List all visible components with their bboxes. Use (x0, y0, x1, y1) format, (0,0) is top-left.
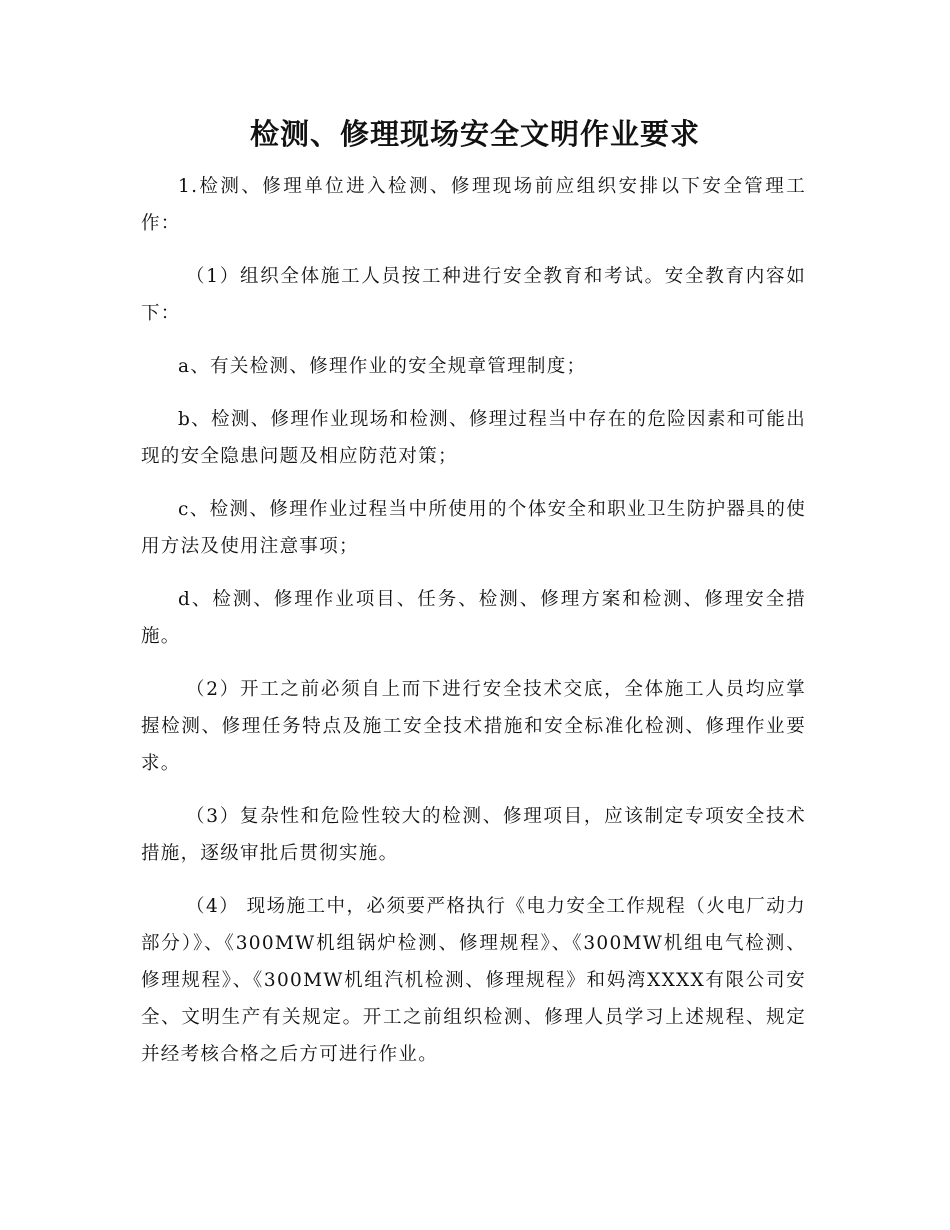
paragraph-item-c: c、检测、修理作业过程当中所使用的个体安全和职业卫生防护器具的使用方法及使用注意事项； (141, 499, 806, 557)
paragraph-item-1: （1）组织全体施工人员按工种进行安全教育和考试。安全教育内容如下： (141, 266, 806, 324)
paragraph-item-3: （3）复杂性和危险性较大的检测、修理项目，应该制定专项安全技术措施，逐级审批后贯彻实施。 (141, 806, 806, 864)
paragraph-item-d: d、检测、修理作业项目、任务、检测、修理方案和检测、修理安全措施。 (141, 589, 806, 647)
paragraph-item-4: （4） 现场施工中，必须要严格执行《电力安全工作规程（火电厂动力部分）》、《300MW机组锅炉检测、修理规程》、《300MW机组电气检测、修理规程》、《300MW机组汽机检测、修理规程》和妈湾XXXX有限公司安全、文明生产有关规定。开工之前组织检测、修理人员学习上述规程、规定并经考核合格之后方可进行作业。 (141, 896, 806, 1065)
paragraph-item-b: b、检测、修理作业现场和检测、修理过程当中存在的危险因素和可能出现的安全隐患问题及相应防范对策； (141, 409, 806, 467)
document-body (141, 168, 806, 1089)
paragraph-1: 1.检测、修理单位进入检测、修理现场前应组织安排以下安全管理工作： (141, 176, 806, 234)
paragraph-item-a: a、有关检测、修理作业的安全规章管理制度； (178, 356, 587, 377)
document-title: 检测、修理现场安全文明作业要求 (249, 117, 700, 151)
paragraph-item-2: （2）开工之前必须自上而下进行安全技术交底，全体施工人员均应掌握检测、修理任务特点及施工安全技术措施和安全标准化检测、修理作业要求。 (141, 679, 806, 774)
